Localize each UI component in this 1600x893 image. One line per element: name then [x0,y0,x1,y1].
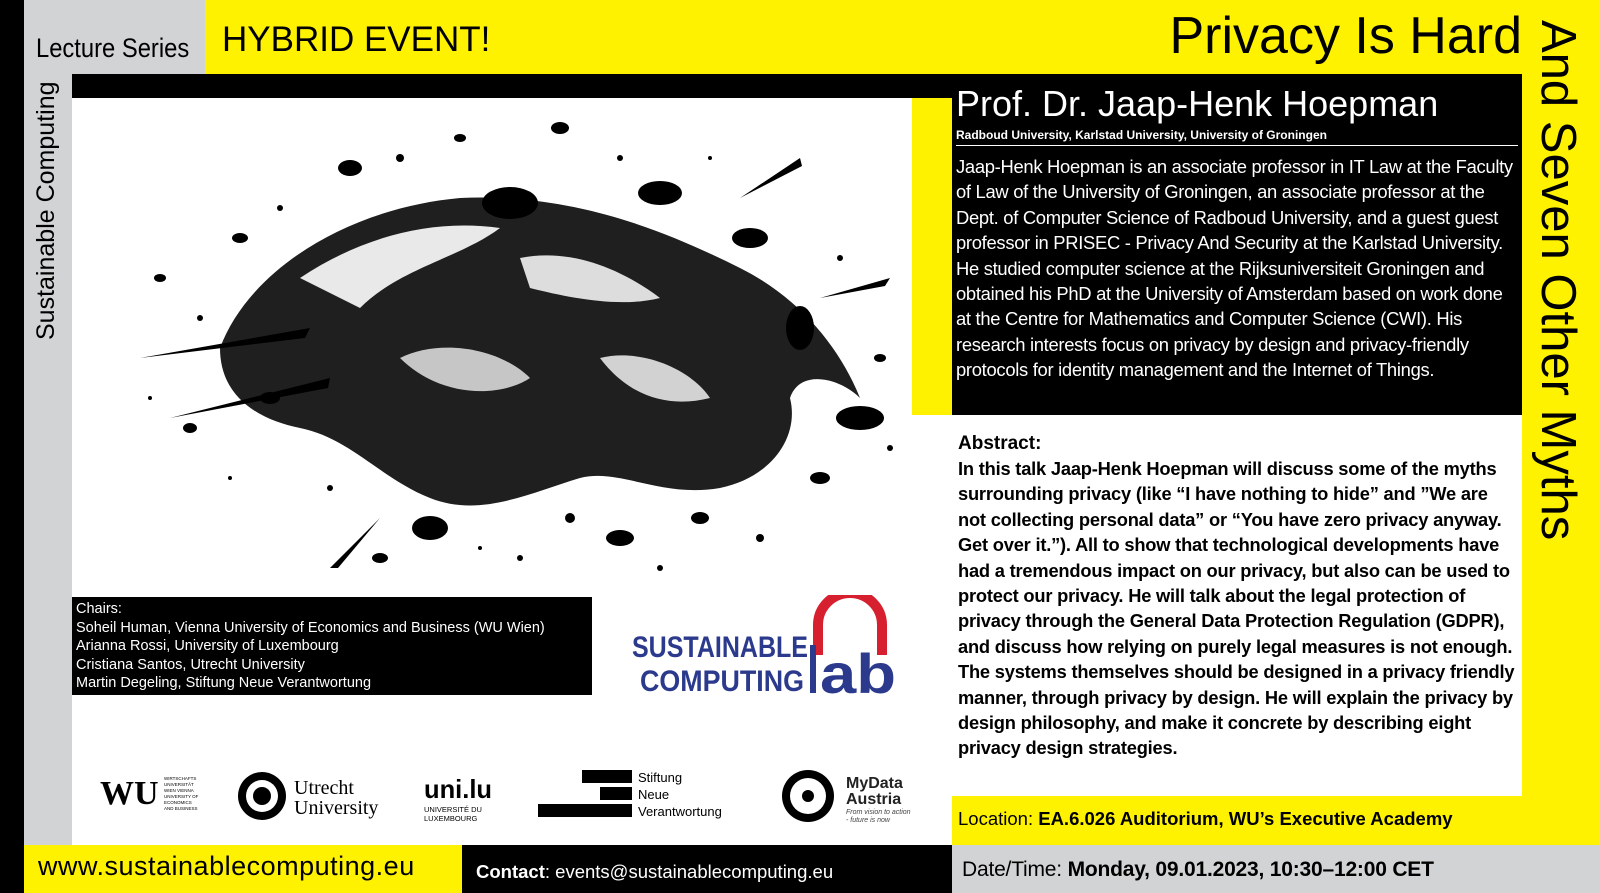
wu-logo [100,770,200,826]
hybrid-event-label: HYBRID EVENT! [222,20,491,59]
chair-item: Arianna Rossi, University of Luxembourg [76,638,339,654]
utrecht-university-logo [236,768,396,824]
abstract-section [952,432,1522,792]
left-black-bar [0,0,24,893]
wu-logo-text: AND BUSINESS [164,806,198,811]
speaker-bio-text: Jaap-Henk Hoepman is an associate professor in IT Law at the Faculty of Law of the University of Groningen, an associate professor at the Dept. of Computer Science of Radboud University, and a guest guest professor in PRISEC - Privacy And Security at the Karlstad University. He studied computer science at the Rijksuniversiteit Groningen and obtained his PhD at the University of Amsterdam based on work done at the Centre for Mathematics and Computer Science (CWI). His research interests focus on privacy by design and privacy-friendly protocols for identity management and the Internet of Things. [956,156,1513,381]
datetime-value: Monday, 09.01.2023, 10:30–12:00 CET [1067,858,1434,881]
wu-logo-text: UNIVERSITY OF [164,794,199,799]
ink-splash-artwork [100,98,900,578]
lecture-series-label: Lecture Series [36,33,190,63]
lab-logo-mark: ab [820,642,896,705]
vertical-series-text: Sustainable Computing [32,81,60,340]
top-black-strip [72,74,952,98]
mydata-logo-tagline: From vision to action [846,809,911,816]
utrecht-logo-line1: Utrecht [294,777,354,799]
wu-logo-mark: WU [100,775,159,812]
mydata-austria-logo [780,768,920,826]
uni-lu-logo-line1: UNIVERSITÉ DU [424,805,482,814]
lab-logo-line1: SUSTAINABLE [632,631,808,664]
contact-info [476,861,833,883]
stiftung-neue-verantwortung-logo [538,770,738,826]
speaker-name: Prof. Dr. Jaap-Henk Hoepman [956,83,1439,124]
chairs-panel [72,597,592,695]
event-subtitle: And Seven Other Myths [1531,20,1585,541]
location-label: Location: [958,808,1034,829]
website-link[interactable]: www.sustainablecomputing.eu [38,851,415,881]
wu-logo-text: ECONOMICS [164,800,192,805]
wu-logo-text: WIRTSCHAFTS [164,776,197,781]
mydata-logo-line1: MyData [846,775,903,792]
event-subtitle-vertical [1522,10,1600,610]
speaker-bio-panel [952,74,1522,415]
location-info [958,808,1453,830]
snv-logo-line3: Verantwortung [638,804,722,819]
yellow-accent-block [912,98,952,415]
chair-item: Martin Degeling, Stiftung Neue Verantwortung [76,675,372,691]
wu-logo-text: WIEN VIENNA [164,788,194,793]
contact-email-link[interactable]: : events@sustainablecomputing.eu [544,861,834,882]
uni-lu-logo-line2: LUXEMBOURG [424,814,478,823]
abstract-text: In this talk Jaap-Henk Hoepman will discuss some of the myths surrounding privacy (like “I have nothing to hide” and ”We are not collecting personal data” or “You have zero privacy anyway. Get over it.”). All to show that technological developments have had a tremendous impact on our privacy, but also can be used to protect our privacy. He will talk about the legal protection of privacy through the General Data Protection Regulation (GDPR), and discuss how relying on purely legal measures is not enough. The systems themselves should be designed in a privacy friendly manner, through privacy by design. He will explain the privacy by design philosophy, and make it concrete by describing eight privacy design strategies. [958,458,1515,759]
chair-item: Cristiana Santos, Utrecht University [76,656,305,673]
uni-lu-logo [424,770,496,826]
wu-logo-text: UNIVERSITÄT [164,782,194,787]
sustainable-computing-lab-logo [632,595,912,705]
lab-logo-line2: COMPUTING [640,665,804,698]
lab-logo-l-stroke [810,645,816,693]
chairs-heading: Chairs: [76,601,122,617]
vertical-series-label [24,81,72,388]
utrecht-logo-line2: University [294,797,379,819]
snv-logo-line2: Neue [638,787,670,802]
location-value: EA.6.026 Auditorium, WU’s Executive Academy [1038,808,1453,829]
speaker-affiliation: Radboud University, Karlstad University, University of Groningen [956,128,1518,146]
mydata-logo-line2: Austria [846,791,902,808]
chair-item: Soheil Human, Vienna University of Economics and Business (WU Wien) [76,619,545,636]
mydata-logo-tagline: - future is now [846,817,890,824]
contact-label: Contact [476,861,545,882]
datetime-label: Date/Time: [962,858,1062,881]
datetime-info [962,858,1434,882]
snv-logo-line1: Stiftung [638,770,683,785]
uni-lu-logo-mark: uni.lu [424,774,492,804]
event-title: Privacy Is Hard [1169,7,1522,65]
abstract-heading: Abstract: [958,433,1042,454]
